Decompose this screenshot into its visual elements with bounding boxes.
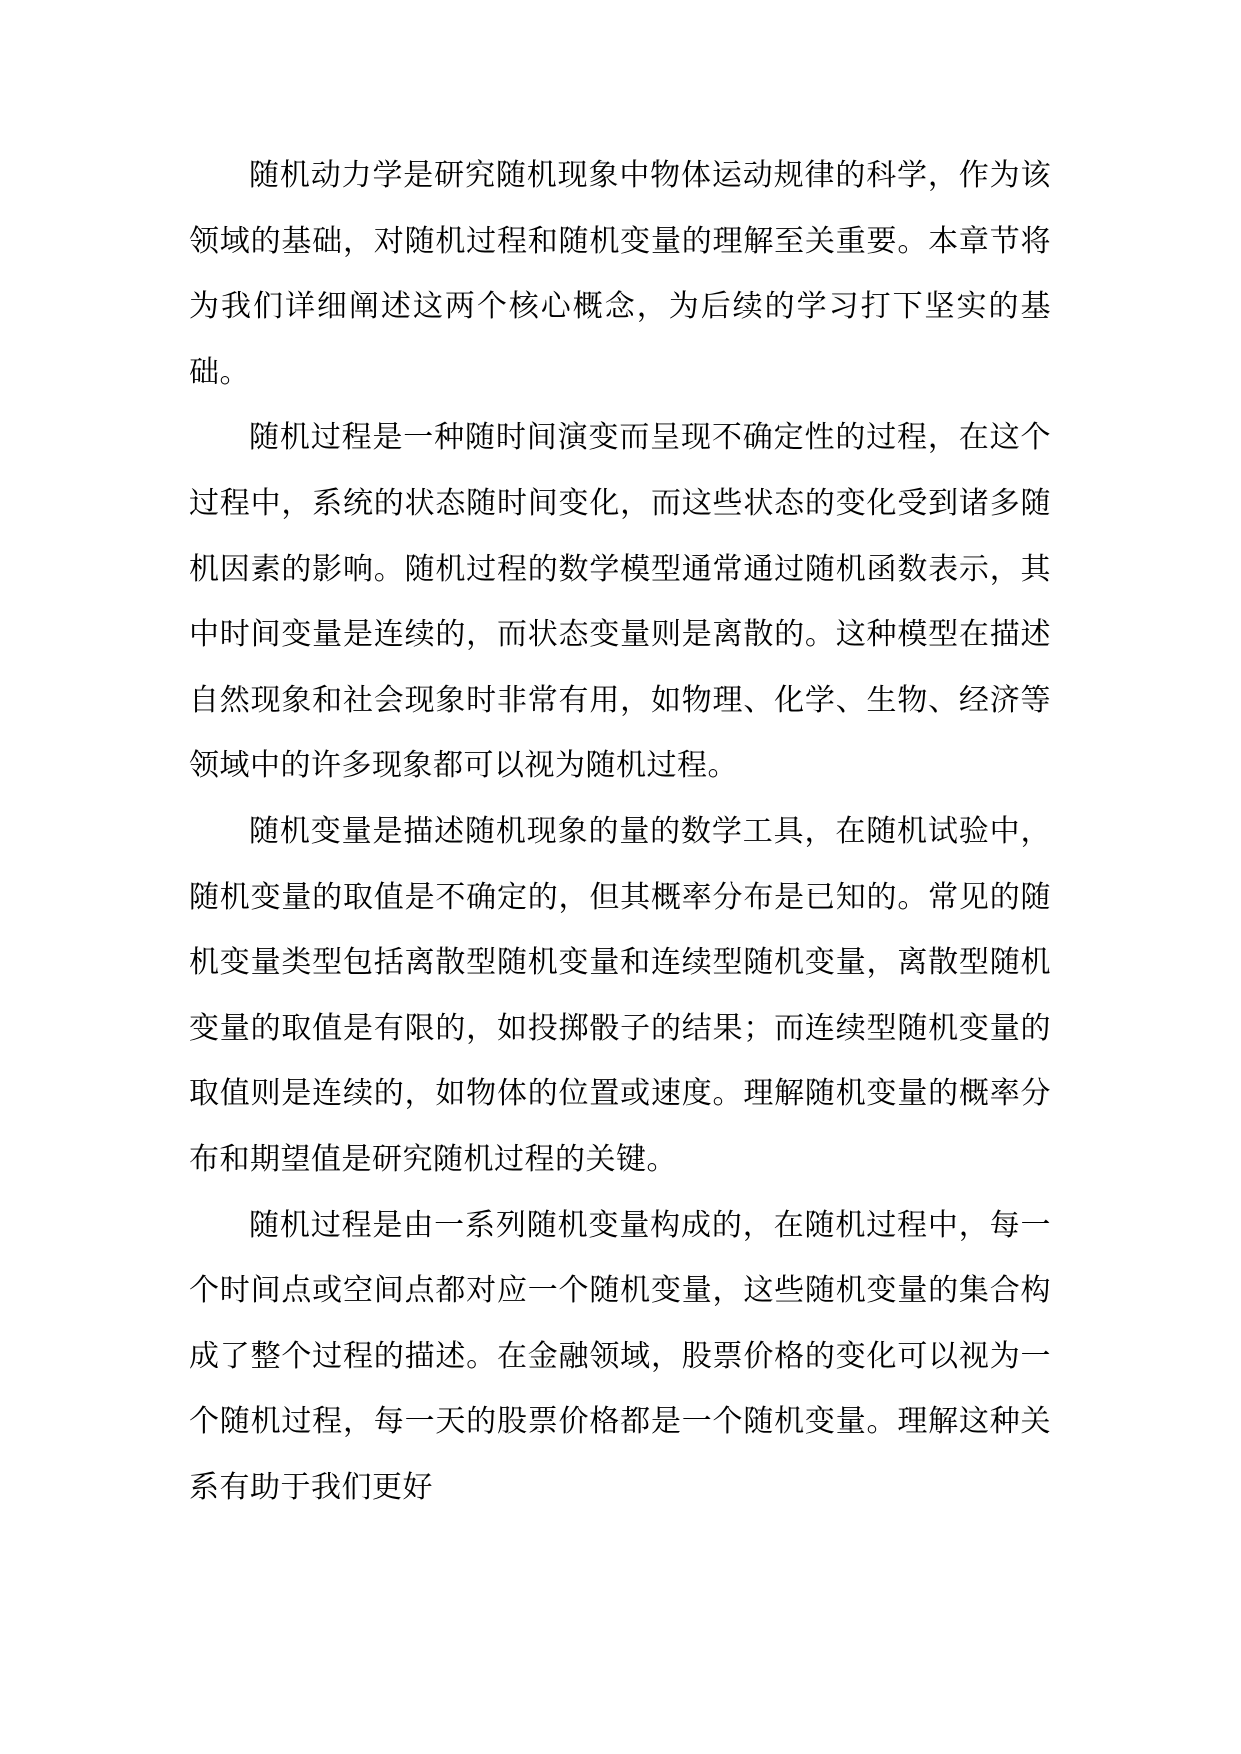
paragraph-4: 随机过程是由一系列随机变量构成的，在随机过程中，每一个时间点或空间点都对应一个随机变量，这些随机变量的集合构成了整个过程的描述。在金融领域，股票价格的变化可以视为一个随机过程，每一天的股票价格都是一个随机变量。理解这种关系有助于我们更好 [189, 1207, 1051, 1505]
paragraph-3: 随机变量是描述随机现象的量的数学工具，在随机试验中，随机变量的取值是不确定的，但其概率分布是已知的。常见的随机变量类型包括离散型随机变量和连续型随机变量，离散型随机变量的取值是有限的，如投掷骰子的结果；而连续型随机变量的取值则是连续的，如物体的位置或速度。理解随机变量的概率分布和期望值是研究随机过程的关键。 [189, 813, 1051, 1177]
paragraph-2: 随机过程是一种随时间演变而呈现不确定性的过程，在这个过程中，系统的状态随时间变化，而这些状态的变化受到诸多随机因素的影响。随机过程的数学模型通常通过随机函数表示，其中时间变量是连续的，而状态变量则是离散的。这种模型在描述自然现象和社会现象时非常有用，如物理、化学、生物、经济等领域中的许多现象都可以视为随机过程。 [189, 420, 1051, 784]
document-body [189, 143, 1051, 1520]
paragraph-1: 随机动力学是研究随机现象中物体运动规律的科学，作为该领域的基础，对随机过程和随机变量的理解至关重要。本章节将为我们详细阐述这两个核心概念，为后续的学习打下坚实的基础。 [189, 158, 1051, 390]
